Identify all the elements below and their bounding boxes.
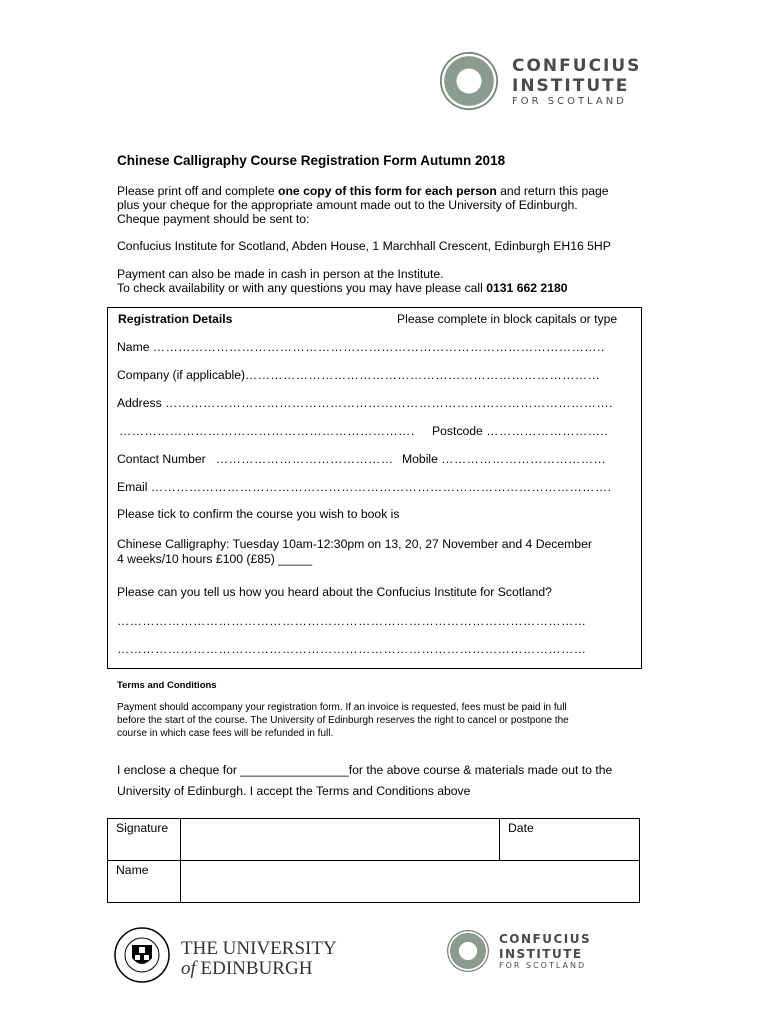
registration-note: Please complete in block capitals or type — [397, 312, 618, 326]
terms-heading: Terms and Conditions — [117, 680, 217, 691]
university-crest-icon — [113, 926, 171, 984]
contact-dots: …………………………………… — [215, 452, 394, 466]
name-dots: …………………………………………………………………………………………….. — [152, 340, 605, 354]
sig-name-label: Name — [116, 863, 149, 877]
address-label: Address — [117, 396, 162, 410]
date-cell[interactable] — [500, 819, 640, 861]
uni-line2-wrap — [181, 958, 312, 980]
email-dots: ………………………………………………………………………………………………. — [150, 480, 612, 494]
course-line1: Chinese Calligraphy: Tuesday 10am-12:30pm on 13, 20, 27 November and 4 December — [117, 537, 592, 551]
postcode-label: Postcode — [432, 424, 483, 438]
date-label: Date — [508, 821, 534, 835]
payment-line1: Payment can also be made in cash in person at the Institute. — [117, 267, 444, 281]
terms-line3: course in which case fees will be refunded in full. — [117, 728, 334, 739]
enclose-line2: University of Edinburgh. I accept the Terms and Conditions above — [117, 784, 471, 798]
footer-logo — [447, 930, 607, 974]
email-field[interactable] — [117, 480, 612, 494]
address2-dots: ……………………………………………………………. — [119, 424, 415, 438]
page-title: Chinese Calligraphy Course Registration Form Autumn 2018 — [117, 153, 506, 168]
mobile-field[interactable] — [402, 452, 606, 466]
sig-name-input[interactable] — [181, 861, 640, 903]
intro-bold: one copy of this form for each person — [278, 184, 497, 198]
logo-line3: FOR SCOTLAND — [512, 96, 627, 107]
uni-of: of — [181, 958, 196, 979]
intro-part2: and return this page — [496, 184, 609, 198]
payment-line2 — [117, 281, 568, 295]
heard-dots-1[interactable]: ………………………………………………………………………………………………… — [117, 614, 587, 628]
intro-part1: Please print off and complete — [117, 184, 279, 198]
signature-label: Signature — [116, 821, 169, 835]
address2-field[interactable] — [119, 424, 415, 438]
mailing-address: Confucius Institute for Scotland, Abden House, 1 Marchhall Crescent, Edinburgh EH16 5HP — [117, 239, 611, 253]
registration-box — [107, 307, 642, 669]
heard-prompt: Please can you tell us how you heard about the Confucius Institute for Scotland? — [117, 585, 552, 599]
footer-logo-line2: INSTITUTE — [499, 947, 583, 961]
address-dots: ……………………………………………………………………………………………. — [165, 396, 614, 410]
signature-label-cell — [108, 819, 181, 861]
footer-logo-line1: CONFUCIUS — [499, 932, 592, 946]
terms-line1: Payment should accompany your registration form. If an invoice is requested, fees must be paid in full — [117, 702, 567, 713]
name-label: Name — [117, 340, 150, 354]
terms-line2: before the start of the course. The University of Edinburgh reserves the right to cancel or postpone the — [117, 715, 569, 726]
uni-line1: THE UNIVERSITY — [181, 938, 337, 959]
signature-input[interactable] — [181, 819, 500, 861]
mobile-label: Mobile — [402, 452, 438, 466]
intro-line2: plus your cheque for the appropriate amount made out to the University of Edinburgh. — [117, 198, 578, 212]
phone-number: 0131 662 2180 — [486, 281, 568, 295]
intro-block — [117, 184, 657, 226]
footer-confucius-logo-icon — [447, 930, 489, 972]
intro-line3: Cheque payment should be sent to: — [117, 212, 310, 226]
footer-logo-line3: FOR SCOTLAND — [499, 961, 587, 970]
header-logo — [440, 52, 650, 112]
name-field[interactable] — [117, 340, 605, 354]
registration-heading: Registration Details — [118, 312, 233, 326]
logo-line1: CONFUCIUS — [512, 56, 642, 76]
tick-prompt: Please tick to confirm the course you wish to book is — [117, 507, 400, 521]
confucius-logo-icon — [440, 52, 498, 110]
company-label: Company (if applicable) — [117, 368, 246, 382]
name-label-cell — [108, 861, 181, 903]
terms-block — [117, 701, 569, 740]
contact-label: Contact Number — [117, 452, 206, 466]
intro-line1 — [117, 184, 657, 198]
address-field[interactable] — [117, 396, 613, 410]
company-field[interactable] — [117, 368, 600, 382]
company-dots: ………………………………………………………………………… — [245, 368, 601, 382]
payment-line2-prefix: To check availability or with any questions you may have please call — [117, 281, 487, 295]
postcode-field[interactable] — [432, 424, 608, 438]
uni-line2: EDINBURGH — [200, 958, 313, 979]
course-tick-field[interactable]: 4 weeks/10 hours £100 (£85) _____ — [117, 552, 313, 566]
mobile-dots: ………………………………… — [441, 452, 607, 466]
signature-table — [107, 818, 640, 903]
postcode-dots: ……………………….. — [486, 424, 609, 438]
heard-dots-2[interactable]: ………………………………………………………………………………………………… — [117, 642, 587, 656]
payment-block — [117, 267, 568, 295]
contact-field[interactable] — [117, 452, 394, 466]
email-label: Email — [117, 480, 148, 494]
logo-line2: INSTITUTE — [512, 76, 630, 96]
university-logo — [113, 926, 353, 986]
enclose-line1: I enclose a cheque for ________________for the above course & materials made out to the — [117, 763, 613, 777]
